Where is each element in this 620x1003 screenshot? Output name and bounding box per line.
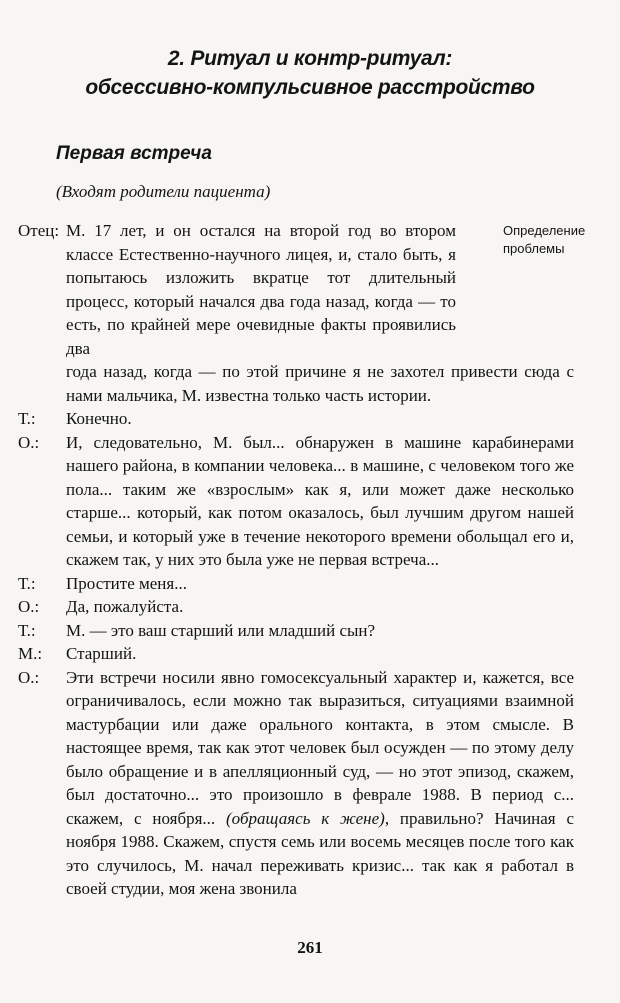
dialogue-turn: [18, 666, 574, 901]
dialogue-turn: [18, 407, 574, 431]
speaker-label: Отец:: [18, 221, 60, 240]
speaker-label: М.:: [18, 644, 43, 663]
chapter-title: [0, 44, 620, 102]
speaker-label: О.:: [18, 597, 40, 616]
speaker-label: О.:: [18, 667, 40, 687]
speech-text: И, следовательно, М. был... обнаружен в машине карабинерами нашего района, в компании человека... в машине, с человеком того же пола... таким же «взрослым» как я, или может даже несколько старше... который, как потом оказалось, был лучшим другом нашей семьи, и который уже в течение некоторого времени обольщал его и, скажем так, у них это была уже не первая встреча...: [66, 432, 574, 569]
chapter-title-line-1: 2. Ритуал и контр-ритуал:: [167, 47, 453, 70]
speech-aside-italic: (обращаясь к жене): [226, 808, 385, 828]
speech-text: М. — это ваш старший или младший сын?: [66, 620, 376, 640]
speech-text-narrow: М. 17 лет, и он остался на второй год во втором классе Естественно-научного лицея, и, стало быть, я попытаюсь изложить вкратце тот длительный процесс, который начался два года назад, когда — то есть, по крайней мере очевидные факты проявились два: [66, 221, 456, 358]
speech-text-part: Эти встречи носили явно гомосексуальный характер и, кажется, все ограничивалось, если можно так выразиться, ситуациями взаимной мастурбации или даже орального контакта, в этом смысле. В настоящее время, так как этот человек был осужден — по этому делу было обращение и в апелляционный суд, — но этот эпизод, скажем, был достаточно... это произошло в феврале 1988. В период с... скажем, с ноября...: [66, 667, 574, 828]
speech-text-continued: года назад, когда — по этой причине я не захотел привести сюда с нами мальчика, М. известна только часть истории.: [66, 362, 574, 405]
speech-text: Конечно.: [66, 409, 132, 428]
dialogue-turn: [18, 642, 574, 666]
dialogue-turn: [18, 595, 574, 619]
dialogue: [18, 219, 574, 901]
speech-text: Простите меня...: [66, 573, 187, 593]
margin-note-line-1: Определение: [503, 223, 586, 238]
dialogue-turn: [18, 431, 574, 572]
speech-text: [66, 666, 574, 901]
page-number: 261: [297, 938, 323, 957]
stage-direction: (Входят родители пациента): [56, 182, 271, 201]
speaker-label: Т.:: [18, 573, 36, 593]
dialogue-turn: [18, 619, 574, 643]
chapter-title-line-2: обсессивно-компульсивное расстройство: [85, 76, 535, 99]
dialogue-turn: [18, 219, 574, 407]
speech-text: Да, пожалуйста.: [66, 597, 184, 616]
speaker-label: Т.:: [18, 409, 36, 428]
section-heading: Первая встреча: [56, 143, 212, 164]
speaker-label: О.:: [18, 432, 40, 452]
speech-text: Старший.: [66, 644, 137, 663]
margin-note-line-2: проблемы: [503, 241, 565, 256]
speaker-label: Т.:: [18, 620, 36, 640]
speech-text: [66, 219, 574, 407]
speech-text-part: , правильно? Начиная с ноября 1988. Скажем, спустя семь или восемь месяцев после того как это случилось, М. начал переживать кризис... так как я работал в своей студии, моя жена звонила: [66, 808, 575, 898]
dialogue-turn: [18, 572, 574, 596]
